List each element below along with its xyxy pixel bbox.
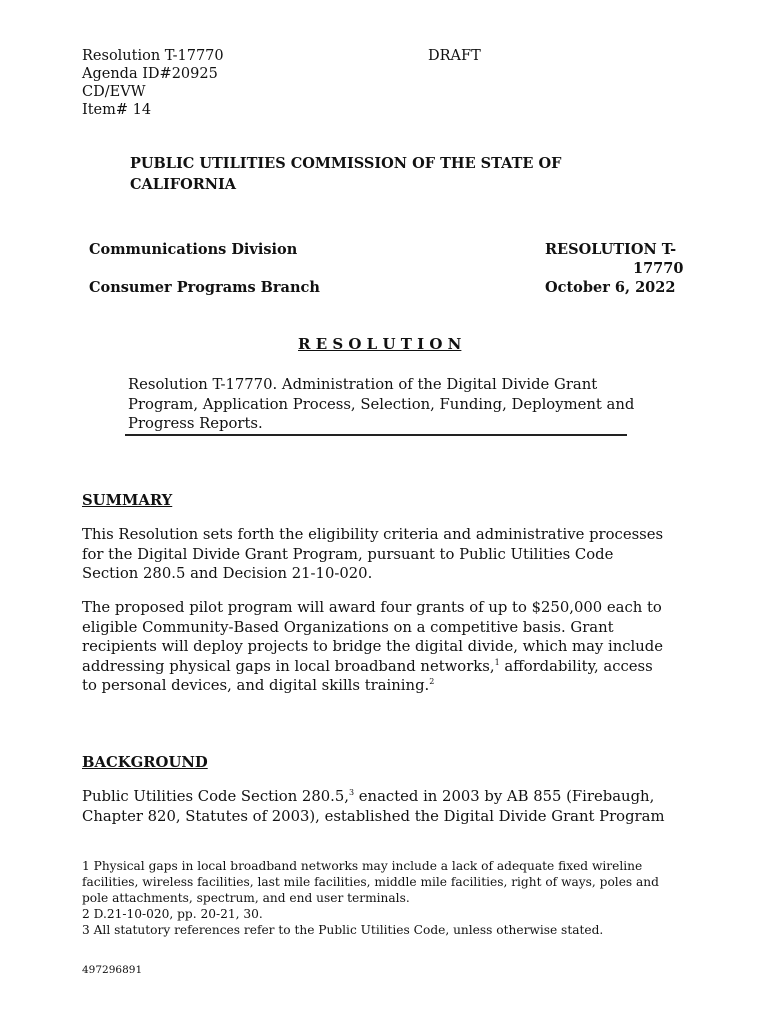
summary-p1-line: This Resolution sets forth the eligibility criteria and administrative processes xyxy=(82,526,664,543)
resolution-number-line-2: 17770 xyxy=(633,260,684,277)
footnote-line: 1 Physical gaps in local broadband networks may include a lack of adequate fixed wireline xyxy=(82,859,643,873)
summary-p2-line xyxy=(82,657,663,677)
resolution-id: Resolution T-17770 xyxy=(82,48,224,64)
footnote-ref-3[interactable]: 3 xyxy=(349,788,355,798)
agenda-id: Agenda ID#20925 xyxy=(82,66,218,82)
summary-p1-line: Section 280.5 and Decision 21-10-020. xyxy=(82,565,373,582)
branch-name: Consumer Programs Branch xyxy=(89,279,320,296)
footnotes xyxy=(82,858,659,938)
division-name: Communications Division xyxy=(89,241,298,258)
commission-title-line-1: PUBLIC UTILITIES COMMISSION OF THE STATE OF xyxy=(130,155,562,172)
resolution-subject xyxy=(128,375,634,434)
background-text: enacted in 2003 by AB 855 (Firebaugh, xyxy=(354,788,655,805)
division-code: CD/EVW xyxy=(82,84,146,100)
subject-line-3: Progress Reports. xyxy=(128,415,263,432)
background-text: Public Utilities Code Section 280.5, xyxy=(82,788,349,805)
summary-p2-line: The proposed pilot program will award four grants of up to $250,000 each to xyxy=(82,599,662,616)
summary-p2-text: affordability, access xyxy=(499,657,653,675)
footnote-line: facilities, wireless facilities, last mile facilities, middle mile facilities, right of ways, poles and xyxy=(82,875,659,889)
summary-p2-line: recipients will deploy projects to bridge the digital divide, which may include xyxy=(82,638,664,655)
summary-p2-line xyxy=(82,676,663,696)
item-number: Item# 14 xyxy=(82,102,152,118)
subject-divider xyxy=(125,434,627,436)
background-heading: BACKGROUND xyxy=(82,754,208,771)
footnote-ref-1[interactable]: 1 xyxy=(494,657,500,667)
summary-p2-line: eligible Community-Based Organizations on a competitive basis. Grant xyxy=(82,618,614,636)
summary-p2-text: addressing physical gaps in local broadband networks, xyxy=(82,657,495,675)
footnote-line: 3 All statutory references refer to the Public Utilities Code, unless otherwise stated. xyxy=(82,923,604,937)
summary-p1-line: for the Digital Divide Grant Program, pursuant to Public Utilities Code xyxy=(82,545,614,563)
subject-line-1: Resolution T-17770. Administration of the Digital Divide Grant xyxy=(128,376,598,393)
summary-paragraph-2 xyxy=(82,598,663,696)
background-line xyxy=(82,787,664,807)
summary-p2-text: to personal devices, and digital skills training. xyxy=(82,677,430,694)
footnote-line: pole attachments, spectrum, and end user terminals. xyxy=(82,891,410,905)
commission-title-line-2: CALIFORNIA xyxy=(130,176,237,193)
summary-heading: SUMMARY xyxy=(82,492,173,509)
resolution-date: October 6, 2022 xyxy=(545,279,676,296)
resolution-number-line-1: RESOLUTION T- xyxy=(545,241,677,258)
summary-paragraph-1 xyxy=(82,525,663,584)
resolution-heading: R E S O L U T I O N xyxy=(298,335,462,353)
footnote-ref-2[interactable]: 2 xyxy=(429,677,435,687)
subject-line-2: Program, Application Process, Selection, Funding, Deployment and xyxy=(128,395,635,413)
commission-title xyxy=(130,153,561,195)
document-number: 497296891 xyxy=(82,964,143,976)
footnote-line: 2 D.21-10-020, pp. 20-21, 30. xyxy=(82,907,263,921)
draft-label: DRAFT xyxy=(428,48,481,64)
background-paragraph xyxy=(82,787,664,826)
background-line: Chapter 820, Statutes of 2003), established the Digital Divide Grant Program xyxy=(82,807,665,825)
document-header xyxy=(82,47,224,119)
